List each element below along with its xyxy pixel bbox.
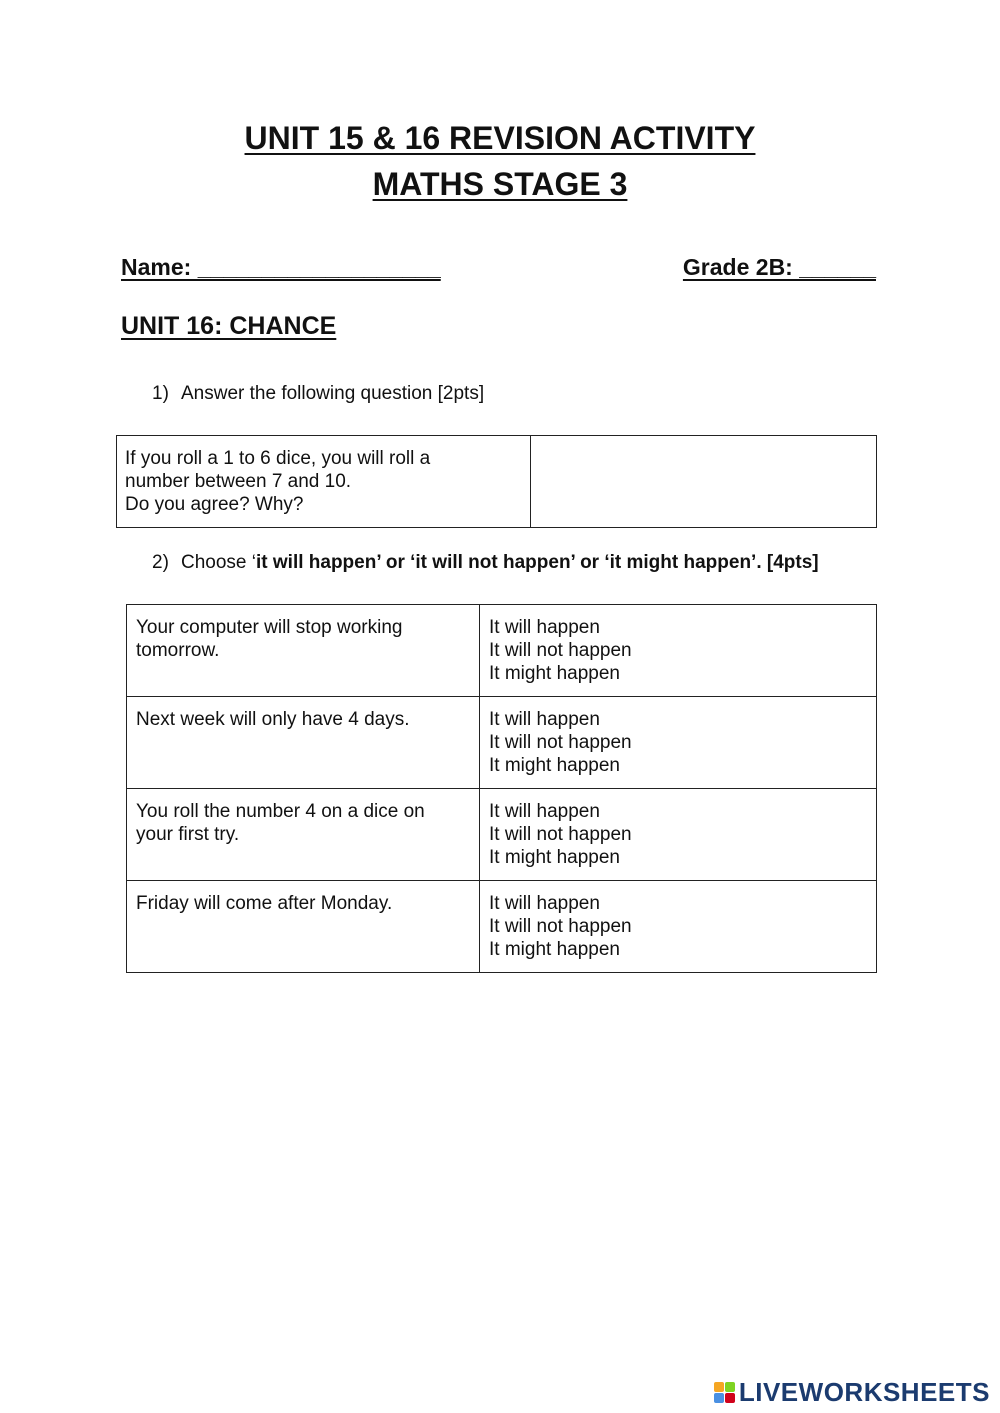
option-will-not-happen[interactable]: It will not happen — [489, 824, 632, 845]
question-1-text: Answer the following question [2pts] — [181, 383, 485, 404]
options-cell — [480, 789, 877, 881]
statement-line: Your computer will stop working — [136, 617, 403, 638]
option-will-happen[interactable]: It will happen — [489, 709, 600, 730]
question-2-number: 2) — [152, 552, 169, 573]
liveworksheets-watermark — [714, 1377, 990, 1407]
prompt-line: Do you agree? Why? — [125, 494, 304, 515]
watermark-text: LIVEWORKSHEETS — [738, 1376, 990, 1407]
option-might-happen[interactable]: It might happen — [489, 663, 620, 684]
option-will-not-happen[interactable]: It will not happen — [489, 640, 632, 661]
question-2-text-bold: it will happen’ or ‘it will not happen’ or ‘it might happen’. [4pts] — [256, 552, 819, 573]
option-will-happen[interactable]: It will happen — [489, 801, 600, 822]
option-will-not-happen[interactable]: It will not happen — [489, 732, 632, 753]
worksheet-title: UNIT 15 & 16 REVISION ACTIVITY — [244, 120, 756, 156]
statement-line: Friday will come after Monday. — [136, 893, 393, 914]
liveworksheets-logo-icon — [714, 1382, 735, 1403]
options-cell — [480, 697, 877, 789]
option-will-happen[interactable]: It will happen — [489, 617, 600, 638]
logo-square — [725, 1382, 735, 1392]
statement-line: Next week will only have 4 days. — [136, 709, 410, 730]
option-might-happen[interactable]: It might happen — [489, 755, 620, 776]
table-row — [127, 881, 877, 973]
logo-square — [725, 1393, 735, 1403]
option-will-happen[interactable]: It will happen — [489, 893, 600, 914]
logo-square — [714, 1393, 724, 1403]
statement-cell — [127, 697, 480, 789]
prompt-line: number between 7 and 10. — [125, 471, 352, 492]
statement-line: tomorrow. — [136, 640, 220, 661]
question-1-number: 1) — [152, 383, 169, 404]
grade-field[interactable]: Grade 2B: ______ — [682, 254, 876, 280]
question-1 — [152, 383, 484, 405]
options-cell — [480, 881, 877, 973]
statement-cell — [127, 789, 480, 881]
question-2-table — [126, 604, 877, 973]
question-2-text-prefix: Choose ‘ — [181, 552, 256, 573]
statement-line: your first try. — [136, 824, 240, 845]
question-1-prompt — [117, 436, 531, 528]
table-row — [127, 697, 877, 789]
prompt-line: If you roll a 1 to 6 dice, you will roll a — [125, 448, 431, 469]
statement-cell — [127, 605, 480, 697]
statement-cell — [127, 881, 480, 973]
worksheet-subtitle: MATHS STAGE 3 — [372, 166, 628, 202]
section-heading: UNIT 16: CHANCE — [121, 312, 337, 340]
table-row — [127, 789, 877, 881]
option-will-not-happen[interactable]: It will not happen — [489, 916, 632, 937]
logo-square — [714, 1382, 724, 1392]
question-2 — [152, 552, 819, 574]
question-1-answer-box[interactable] — [531, 436, 877, 528]
question-1-table — [116, 435, 877, 528]
statement-line: You roll the number 4 on a dice on — [136, 801, 425, 822]
option-might-happen[interactable]: It might happen — [489, 847, 620, 868]
options-cell — [480, 605, 877, 697]
name-field[interactable]: Name: ___________________ — [121, 254, 441, 280]
option-might-happen[interactable]: It might happen — [489, 939, 620, 960]
table-row — [127, 605, 877, 697]
